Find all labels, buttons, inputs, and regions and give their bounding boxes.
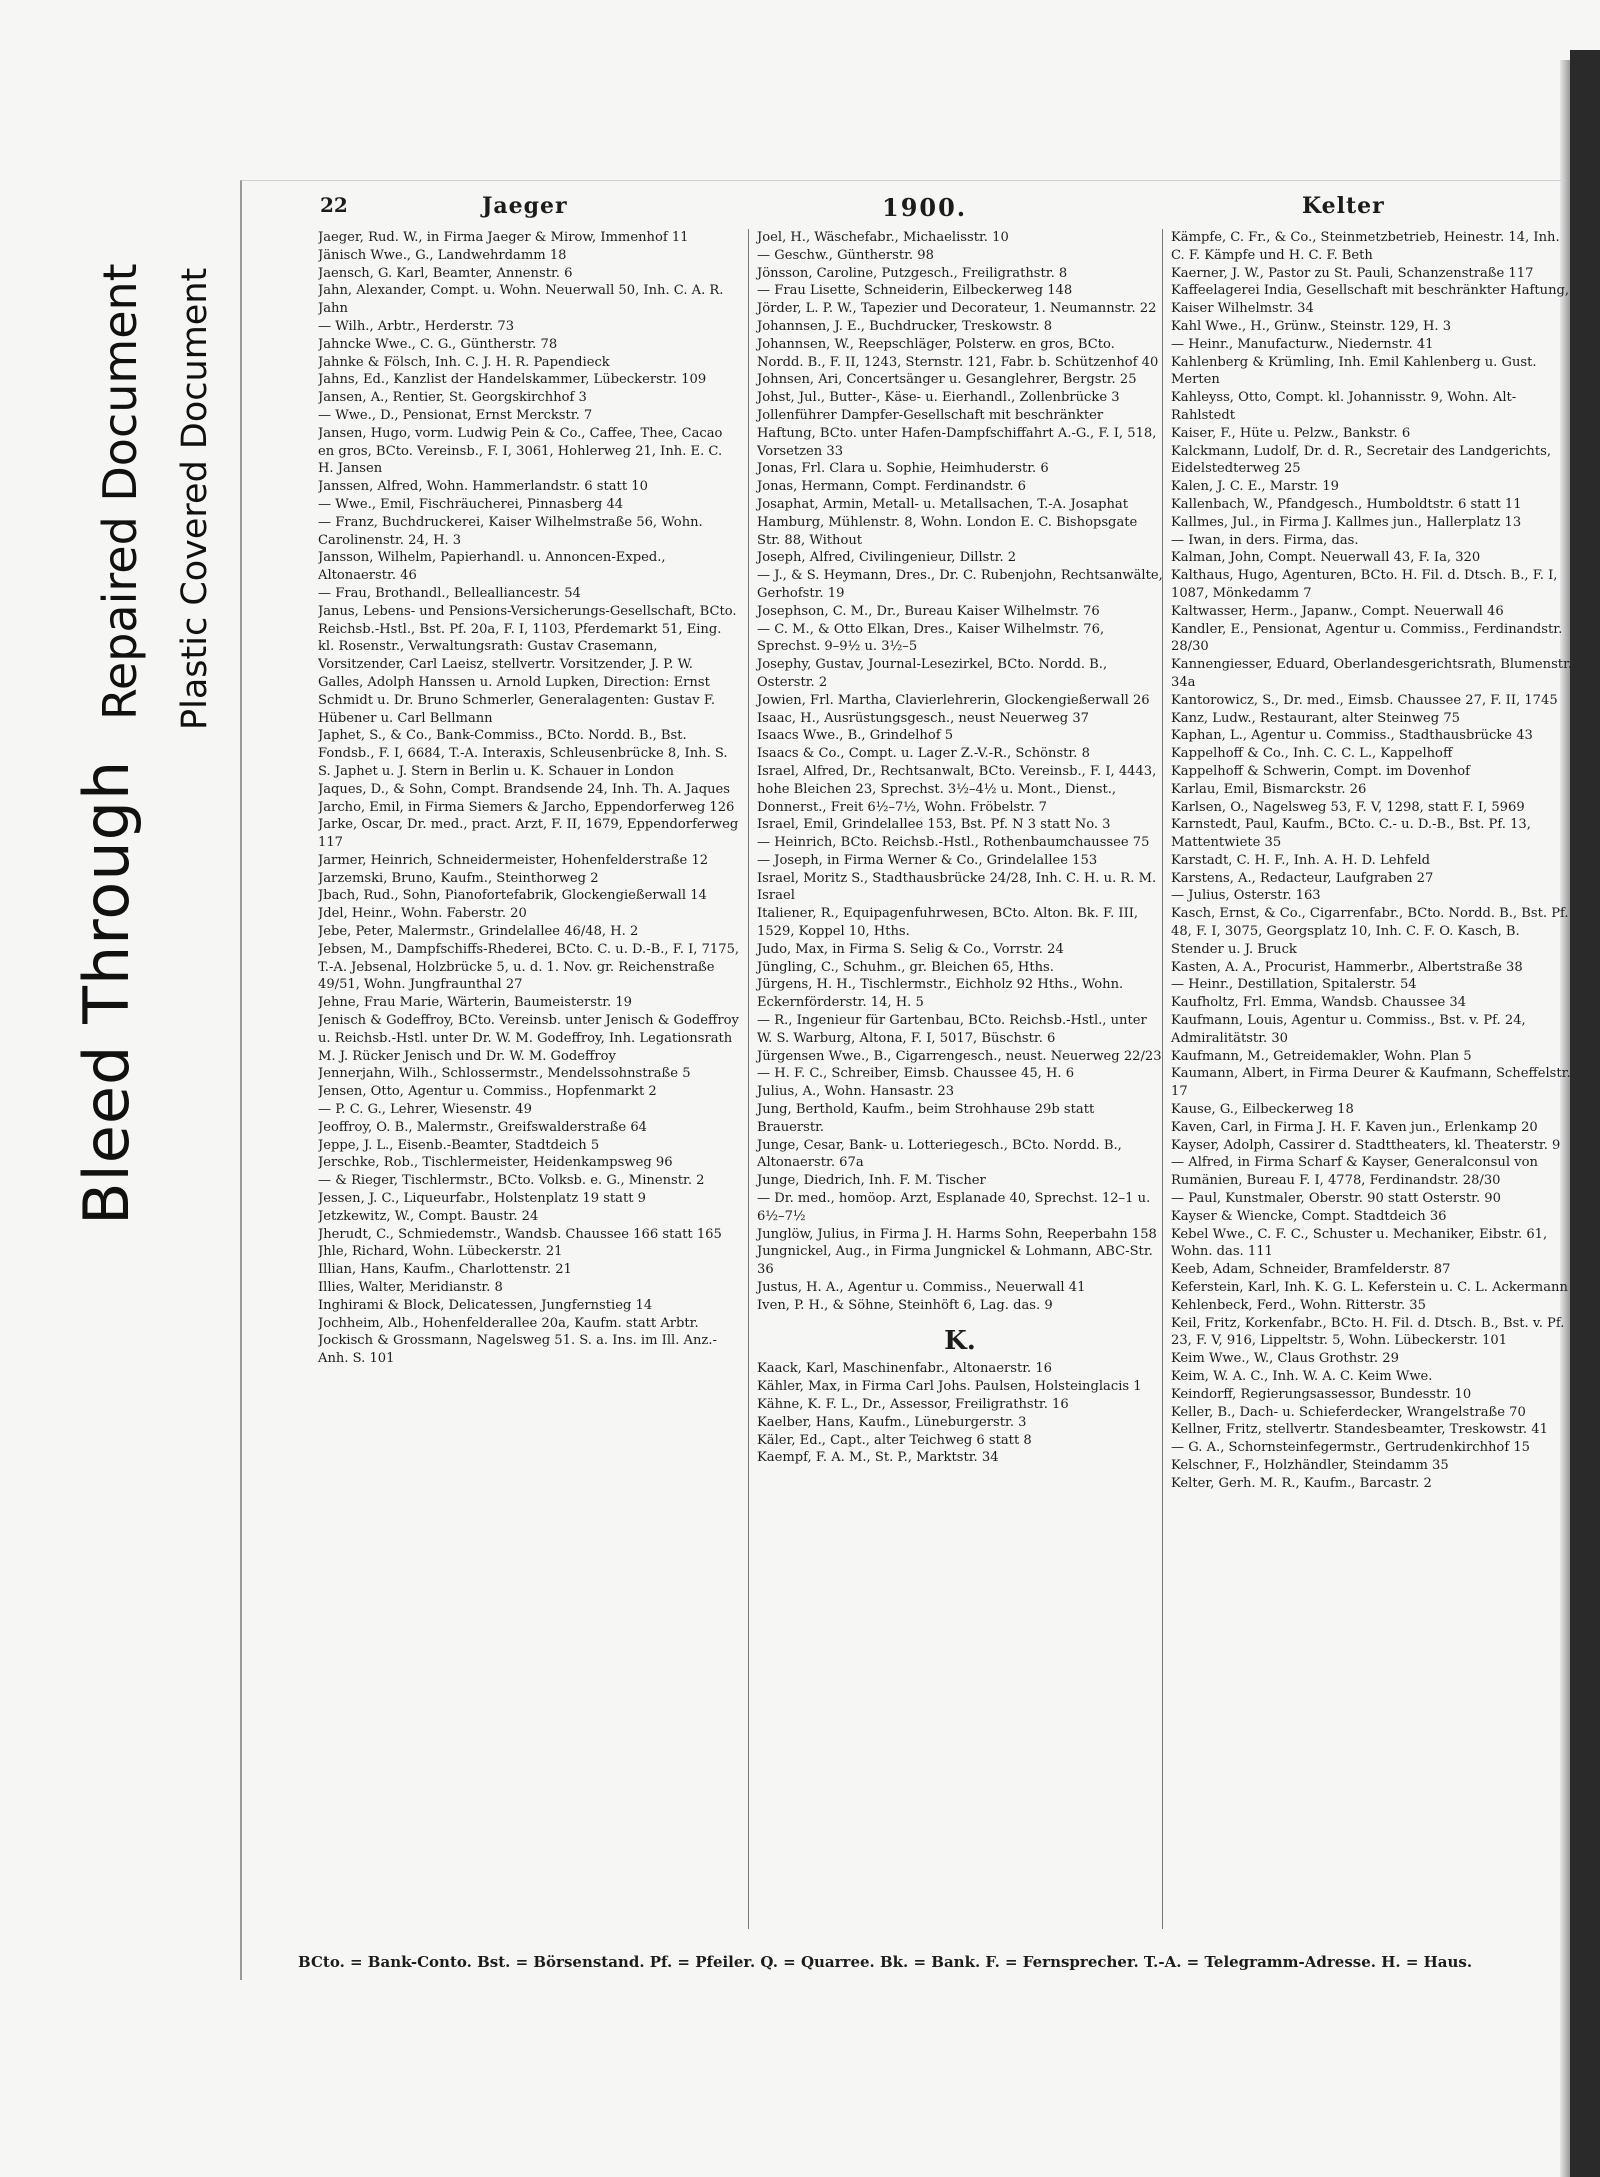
directory-entry: Keim, W. A. C., Inh. W. A. C. Keim Wwe. (1171, 1369, 1433, 1384)
directory-entry: — P. C. G., Lehrer, Wiesenstr. 49 (318, 1102, 532, 1118)
directory-entry: Kalthaus, Hugo, Agenturen, BCto. H. Fil. d. Dtsch. B., F. I, 1087, Mönkedamm 7 (1171, 568, 1558, 601)
directory-entry: Kantorowicz, S., Dr. med., Eimsb. Chaussee 27, F. II, 1745 (1171, 692, 1558, 708)
directory-entry: Kelschner, F., Holzhändler, Steindamm 35 (1171, 1457, 1449, 1473)
directory-entry: Jollenführer Dampfer-Gesellschaft mit beschränkter Haftung, BCto. unter Hafen-Dampfschiffahrt A.-G., F. I, 518, Vorsetzen 33 (757, 407, 1157, 459)
directory-entry: Keil, Fritz, Korkenfabr., BCto. H. Fil. d. Dtsch. B., Bst. v. Pf. 23, F. V, 916, Lippeltstr. 5, Wohn. Lübeckerstr. 101 (1171, 1315, 1565, 1349)
directory-entry: — Frau, Brothandl., Bellealliancestr. 54 (318, 585, 581, 601)
directory-entry: Israel, Moritz S., Stadthausbrücke 24/28, Inh. C. H. u. R. M. Israel (757, 870, 1157, 904)
directory-entry: — R., Ingenieur für Gartenbau, BCto. Reichsb.-Hstl., unter W. S. Warburg, Altona, F. I, 5017, Büschstr. 6 (757, 1013, 1147, 1046)
directory-entry: Kannengiesser, Eduard, Oberlandesgerichtsrath, Blumenstr. 34a (1171, 657, 1573, 690)
directory-entry: Kallenbach, W., Pfandgesch., Humboldtstr. 6 statt 11 (1171, 496, 1522, 512)
directory-entry: Justus, H. A., Agentur u. Commiss., Neuerwall 41 (757, 1280, 1086, 1296)
directory-entry: Joel, H., Wäschefabr., Michaelisstr. 10 (757, 230, 1009, 245)
directory-entry: Karlsen, O., Nagelsweg 53, F. V, 1298, statt F. I, 5969 (1171, 799, 1525, 815)
directory-entry: Jbach, Rud., Sohn, Pianofortefabrik, Glockengießerwall 14 (318, 888, 707, 904)
directory-entry: Jahncke Wwe., C. G., Güntherstr. 78 (318, 336, 558, 352)
directory-entry: Junglöw, Julius, in Firma J. H. Harms Sohn, Reeperbahn 158 (757, 1226, 1157, 1242)
directory-entry: Jaensch, G. Karl, Beamter, Annenstr. 6 (318, 265, 573, 281)
directory-entry: Jensen, Otto, Agentur u. Commiss., Hopfenmarkt 2 (318, 1084, 657, 1100)
directory-entry: Kaempf, F. A. M., St. P., Marktstr. 34 (757, 1450, 999, 1466)
directory-entry: Karstadt, C. H. F., Inh. A. H. D. Lehfeld (1171, 852, 1431, 868)
directory-entry: Jonas, Frl. Clara u. Sophie, Heimhuderstr. 6 (757, 461, 1049, 477)
directory-entry: Jung, Berthold, Kaufm., beim Strohhause 29b statt Brauerstr. (757, 1102, 1095, 1135)
directory-entry: Kaufholtz, Frl. Emma, Wandsb. Chaussee 34 (1171, 995, 1467, 1011)
directory-entry: Jenisch & Godeffroy, BCto. Vereinsb. unter Jenisch & Godeffroy u. Reichsb.-Hstl. unter Dr. W. M. Godeffroy, Inh. Legationsrath M. J. Rücker Jenisch und Dr. W. M. Godeffroy (318, 1013, 739, 1064)
directory-entry: Kaffeelagerei India, Gesellschaft mit beschränkter Haftung, Kaiser Wilhelmstr. 34 (1171, 283, 1570, 317)
directory-entry: Illian, Hans, Kaufm., Charlottenstr. 21 (318, 1262, 572, 1278)
directory-entry: Johannsen, W., Reepschläger, Polsterw. en gros, BCto. Nordd. B., F. II, 1243, Sternstr. 121, Fabr. b. Schützenhof 40 (757, 336, 1159, 370)
column-1 (318, 229, 740, 1929)
directory-entry: Kayser & Wiencke, Compt. Stadtdeich 36 (1171, 1208, 1447, 1224)
directory-entry: Keeb, Adam, Schneider, Bramfelderstr. 87 (1171, 1262, 1451, 1278)
directory-entry: Kaerner, J. W., Pastor zu St. Pauli, Schanzenstraße 117 (1171, 265, 1534, 281)
directory-entry: Isaacs Wwe., B., Grindelhof 5 (757, 728, 954, 744)
directory-entry: Kaumann, Albert, in Firma Deurer & Kaufmann, Scheffelstr. 17 (1171, 1066, 1571, 1100)
directory-entry: Jarzemski, Bruno, Kaufm., Steinthorweg 2 (318, 870, 599, 886)
directory-entry: Karlau, Emil, Bismarckstr. 26 (1171, 781, 1367, 797)
label-repaired-document: Repaired Document (93, 263, 147, 720)
directory-entry: Kandler, E., Pensionat, Agentur u. Commiss., Ferdinandstr. 28/30 (1171, 621, 1563, 655)
directory-entry: Jürgens, H. H., Tischlermstr., Eichholz 92 Hths., Wohn. Eckernförderstr. 14, H. 5 (757, 977, 1124, 1011)
label-bleed-through: Bleed Through (70, 759, 143, 1225)
section-letter: K. (944, 1325, 976, 1356)
directory-entry: Jüngling, C., Schuhm., gr. Bleichen 65, Hths. (757, 959, 1054, 975)
directory-entry: Johnsen, Ari, Concertsänger u. Gesanglehrer, Bergstr. 25 (757, 372, 1137, 388)
directory-entry: — Julius, Osterstr. 163 (1171, 888, 1321, 904)
directory-entry: Jahnke & Fölsch, Inh. C. J. H. R. Papendieck (318, 354, 610, 370)
directory-entry: Kalman, John, Compt. Neuerwall 43, F. Ia, 320 (1171, 550, 1481, 566)
directory-entry: Iven, P. H., & Söhne, Steinhöft 6, Lag. das. 9 (757, 1297, 1053, 1313)
directory-entry: Jahns, Ed., Kanzlist der Handelskammer, Lübeckerstr. 109 (318, 372, 707, 388)
abbreviations-footer: BCto. = Bank-Conto. Bst. = Börsenstand. Pf. = Pfeiler. Q. = Quarree. Bk. = Bank. F. = Fernsprecher. T.-A. = Telegramm-Adresse. H. = Haus. (298, 1953, 1473, 1971)
directory-entry: — Heinrich, BCto. Reichsb.-Hstl., Rothenbaumchaussee 75 (757, 835, 1150, 851)
directory-entry: Kallmes, Jul., in Firma J. Kallmes jun., Hallerplatz 13 (1171, 514, 1522, 530)
directory-entry: Jochheim, Alb., Hohenfelderallee 20a, Kaufm. statt Arbtr. (318, 1315, 699, 1331)
directory-entry: — Heinr., Destillation, Spitalerstr. 54 (1171, 977, 1417, 993)
directory-entry: Jarke, Oscar, Dr. med., pract. Arzt, F. II, 1679, Eppendorferweg 117 (318, 817, 739, 851)
column-2 (748, 229, 1163, 1929)
directory-entry: Jaeger, Rud. W., in Firma Jaeger & Mirow, Immenhof 11 (318, 230, 689, 245)
directory-entry: Kause, G., Eilbeckerweg 18 (1171, 1102, 1354, 1118)
directory-entry: Josaphat, Armin, Metall- u. Metallsachen, T.-A. Josaphat Hamburg, Mühlenstr. 8, Wohn. London E. C. Bishopsgate Str. 88, Without (757, 496, 1138, 548)
side-labels (0, 0, 240, 2177)
directory-entry: Kappelhoff & Schwerin, Compt. im Dovenhof (1171, 763, 1470, 779)
directory-entry: Kasten, A. A., Procurist, Hammerbr., Albertstraße 38 (1171, 959, 1523, 975)
directory-entry: Jeoffroy, O. B., Malermstr., Greifswalderstraße 64 (318, 1119, 647, 1135)
directory-entry: Kahleyss, Otto, Compt. kl. Johannisstr. 9, Wohn. Alt-Rahlstedt (1171, 390, 1517, 423)
directory-entry: Jherudt, C., Schmiedemstr., Wandsb. Chaussee 166 statt 165 (318, 1226, 722, 1242)
directory-entry: Jänisch Wwe., G., Landwehrdamm 18 (318, 247, 567, 263)
directory-entry: Jonas, Hermann, Compt. Ferdinandstr. 6 (757, 479, 1026, 495)
directory-entry: Kähne, K. F. L., Dr., Assessor, Freiligrathstr. 16 (757, 1397, 1069, 1412)
directory-entry: Kaltwasser, Herm., Japanw., Compt. Neuerwall 46 (1171, 603, 1504, 619)
directory-entry: Kaufmann, Louis, Agentur u. Commiss., Bst. v. Pf. 24, Admiralitätstr. 30 (1171, 1013, 1526, 1046)
header-first-entry: Jaeger (482, 193, 568, 219)
directory-entry: Jürgensen Wwe., B., Cigarrengesch., neust. Neuerweg 22/23 (757, 1048, 1162, 1064)
directory-entry: Kelter, Gerh. M. R., Kaufm., Barcastr. 2 (1171, 1475, 1432, 1491)
column-3 (1162, 229, 1576, 1929)
directory-entry: Janssen, Alfred, Wohn. Hammerlandstr. 6 statt 10 (318, 479, 648, 495)
directory-entry: Jebe, Peter, Malermstr., Grindelallee 46/48, H. 2 (318, 924, 639, 940)
directory-entry: Kaiser, F., Hüte u. Pelzw., Bankstr. 6 (1171, 425, 1411, 441)
directory-entry: — Wwe., D., Pensionat, Ernst Merckstr. 7 (318, 407, 593, 423)
directory-entry: Keindorff, Regierungsassessor, Bundesstr. 10 (1171, 1386, 1472, 1402)
directory-entry: Jetzkewitz, W., Compt. Baustr. 24 (318, 1208, 539, 1224)
directory-entry: — Joseph, in Firma Werner & Co., Grindelallee 153 (757, 852, 1098, 868)
directory-entry: Kanz, Ludw., Restaurant, alter Steinweg 75 (1171, 710, 1460, 726)
header-year: 1900. (882, 193, 968, 222)
directory-entry: Italiener, R., Equipagenfuhrwesen, BCto. Alton. Bk. F. III, 1529, Koppel 10, Hths. (757, 906, 1139, 940)
directory-entry: Karstens, A., Redacteur, Laufgraben 27 (1171, 870, 1434, 886)
header-last-entry: Kelter (1302, 193, 1385, 219)
directory-entry: Junge, Diedrich, Inh. F. M. Tischer (757, 1173, 986, 1189)
directory-entry: Judo, Max, in Firma S. Selig & Co., Vorrstr. 24 (757, 941, 1064, 957)
directory-entry: Jungnickel, Aug., in Firma Jungnickel & Lohmann, ABC-Str. 36 (757, 1244, 1153, 1278)
directory-entry: Johst, Jul., Butter-, Käse- u. Eierhandl., Zollenbrücke 3 (757, 390, 1120, 406)
directory-entry: — Frau Lisette, Schneiderin, Eilbeckerweg 148 (757, 283, 1073, 299)
directory-entry: Inghirami & Block, Delicatessen, Jungfernstieg 14 (318, 1297, 653, 1313)
label-plastic-covered-document: Plastic Covered Document (175, 267, 215, 730)
directory-entry: Kaphan, L., Agentur u. Commiss., Stadthausbrücke 43 (1171, 728, 1533, 744)
directory-entry: — Dr. med., homöop. Arzt, Esplanade 40, Sprechst. 12–1 u. 6½–7½ (757, 1191, 1151, 1224)
directory-entry: Illies, Walter, Meridianstr. 8 (318, 1280, 503, 1296)
directory-entry: Josephson, C. M., Dr., Bureau Kaiser Wilhelmstr. 76 (757, 603, 1100, 619)
directory-entry: Jahn, Alexander, Compt. u. Wohn. Neuerwall 50, Inh. C. A. R. Jahn (318, 283, 724, 317)
directory-page (240, 180, 1573, 1980)
directory-entry: Kahlenberg & Krümling, Inh. Emil Kahlenberg u. Gust. Merten (1171, 354, 1537, 388)
directory-entry: Kämpfe, C. Fr., & Co., Steinmetzbetrieb, Heinestr. 14, Inh. C. F. Kämpfe und H. C. F. Beth (1171, 230, 1560, 263)
directory-entry: — Wilh., Arbtr., Herderstr. 73 (318, 318, 515, 334)
directory-entry: Jdel, Heinr., Wohn. Faberstr. 20 (318, 906, 527, 922)
directory-entry: Kaack, Karl, Maschinenfabr., Altonaerstr. 16 (757, 1361, 1053, 1377)
page-number: 22 (320, 193, 348, 217)
directory-entry: Kaven, Carl, in Firma J. H. F. Kaven jun., Erlenkamp 20 (1171, 1119, 1538, 1135)
directory-entry: — Franz, Buchdruckerei, Kaiser Wilhelmstraße 56, Wohn. Carolinenstr. 24, H. 3 (318, 514, 703, 548)
directory-entry: Jansson, Wilhelm, Papierhandl. u. Annoncen-Exped., Altonaerstr. 46 (318, 550, 666, 584)
directory-entry: — Geschw., Güntherstr. 98 (757, 247, 934, 263)
directory-entry: Jowien, Frl. Martha, Clavierlehrerin, Glockengießerwall 26 (757, 692, 1150, 708)
directory-entry: — Heinr., Manufacturw., Niedernstr. 41 (1171, 336, 1434, 352)
directory-entry: Kahl Wwe., H., Grünw., Steinstr. 129, H. 3 (1171, 318, 1452, 334)
directory-entry: Kaufmann, M., Getreidemakler, Wohn. Plan 5 (1171, 1048, 1472, 1064)
directory-entry: — G. A., Schornsteinfegermstr., Gertrudenkirchhof 15 (1171, 1440, 1530, 1456)
directory-entry: Jeppe, J. L., Eisenb.-Beamter, Stadtdeich 5 (318, 1137, 600, 1153)
directory-entry: Israel, Emil, Grindelallee 153, Bst. Pf. N 3 statt No. 3 (757, 817, 1111, 833)
directory-entry: Joseph, Alfred, Civilingenieur, Dillstr. 2 (757, 550, 1017, 566)
directory-entry: — & Rieger, Tischlermstr., BCto. Volksb. e. G., Minenstr. 2 (318, 1173, 705, 1189)
directory-entry: Jerschke, Rob., Tischlermeister, Heidenkampsweg 96 (318, 1155, 673, 1171)
directory-entry: Jennerjahn, Wilh., Schlossermstr., Mendelssohnstraße 5 (318, 1066, 691, 1082)
directory-entry: Jaques, D., & Sohn, Compt. Brandsende 24, Inh. Th. A. Jaques (318, 781, 730, 797)
directory-entry: Julius, A., Wohn. Hansastr. 23 (757, 1084, 955, 1100)
directory-entry: Kellner, Fritz, stellvertr. Standesbeamter, Treskowstr. 41 (1171, 1422, 1548, 1438)
directory-entry: — Paul, Kunstmaler, Oberstr. 90 statt Osterstr. 90 (1171, 1191, 1501, 1207)
directory-entry: Jebsen, M., Dampfschiffs-Rhederei, BCto. C. u. D.-B., F. I, 7175, T.-A. Jebsenal, Holzbrücke 5, u. d. 1. Nov. gr. Reichenstraße 49/51, Wohn. Jungfraunthal 27 (318, 941, 740, 993)
directory-entry: Jehne, Frau Marie, Wärterin, Baumeisterstr. 19 (318, 995, 633, 1011)
directory-entry: Josephy, Gustav, Journal-Lesezirkel, BCto. Nordd. B., Osterstr. 2 (757, 657, 1108, 690)
directory-entry: Kehlenbeck, Ferd., Wohn. Ritterstr. 35 (1171, 1297, 1426, 1313)
directory-entry: Keim Wwe., W., Claus Grothstr. 29 (1171, 1351, 1399, 1367)
directory-entry: Isaac, H., Ausrüstungsgesch., neust Neuerweg 37 (757, 710, 1089, 726)
directory-entry: Israel, Alfred, Dr., Rechtsanwalt, BCto. Vereinsb., F. I, 4443, hohe Bleichen 23, Sprechst. 3½–4½ u. Mont., Dienst., Donnerst., Freit 6½–7½, Wohn. Fröbelstr. 7 (757, 763, 1157, 815)
directory-entry: — Iwan, in ders. Firma, das. (1171, 532, 1359, 548)
directory-entry: Kalen, J. C. E., Marstr. 19 (1171, 479, 1340, 495)
directory-entry: Junge, Cesar, Bank- u. Lotteriegesch., BCto. Nordd. B., Altonaerstr. 67a (757, 1137, 1122, 1171)
directory-entry: Kayser, Adolph, Cassirer d. Stadttheaters, kl. Theaterstr. 9 (1171, 1137, 1561, 1153)
directory-entry: Kasch, Ernst, & Co., Cigarrenfabr., BCto. Nordd. B., Bst. Pf. 48, F. I, 3075, Georgsplatz 10, Inh. C. F. O. Kasch, B. Stender u. J. Bruck (1171, 906, 1569, 957)
directory-entry: Kähler, Max, in Firma Carl Johs. Paulsen, Holsteinglacis 1 (757, 1379, 1142, 1395)
directory-entry: Janus, Lebens- und Pensions-Versicherungs-Gesellschaft, BCto. Reichsb.-Hstl., Bst. Pf. 20a, F. I, 1103, Pferdemarkt 51, Eing. kl. Rosenstr., Verwaltungsrath: Gustav Crasemann, Vorsitzender, Carl Laeisz, stellvertr. Vorsitzender, J. P. W. Galles, Adolph Hanssen u. Arnold Lupken, Direction: Ernst Schmidt u. Dr. Bruno Schmerler, Generalagenten: Gustav F. Hübener u. Carl Bellmann (318, 603, 737, 726)
directory-entry: Kebel Wwe., C. F. C., Schuster u. Mechaniker, Eibstr. 61, Wohn. das. 111 (1171, 1226, 1548, 1260)
directory-entry: Jönsson, Caroline, Putzgesch., Freiligrathstr. 8 (757, 265, 1068, 281)
directory-entry: Jhle, Richard, Wohn. Lübeckerstr. 21 (318, 1244, 563, 1260)
directory-entry: Jockisch & Grossmann, Nagelsweg 51. S. a. Ins. im Ill. Anz.-Anh. S. 101 (318, 1333, 717, 1367)
directory-entry: Japhet, S., & Co., Bank-Commiss., BCto. Nordd. B., Bst. Fondsb., F. I, 6684, T.-A. Interaxis, Schleusenbrücke 8, Inh. S. S. Japhet u. J. Stern in Berlin u. K. Schauer in London (318, 728, 728, 779)
directory-entry: Kappelhoff & Co., Inh. C. C. L., Kappelhoff (1171, 746, 1453, 762)
directory-entry: Kaelber, Hans, Kaufm., Lüneburgerstr. 3 (757, 1414, 1027, 1430)
directory-entry: Jessen, J. C., Liqueurfabr., Holstenplatz 19 statt 9 (318, 1191, 646, 1207)
page-header (242, 181, 1552, 231)
directory-entry: — Wwe., Emil, Fischräucherei, Pinnasberg 44 (318, 496, 624, 512)
directory-entry: Jansen, Hugo, vorm. Ludwig Pein & Co., Caffee, Thee, Cacao en gros, BCto. Vereinsb., F. I, 3061, Hohlerweg 21, Inh. E. C. H. Jansen (318, 425, 723, 477)
directory-entry: Johannsen, J. E., Buchdrucker, Treskowstr. 8 (757, 318, 1053, 334)
directory-entry: Karnstedt, Paul, Kaufm., BCto. C.- u. D.-B., Bst. Pf. 13, Mattentwiete 35 (1171, 817, 1531, 851)
directory-entry: Jansen, A., Rentier, St. Georgskirchhof 3 (318, 390, 587, 406)
directory-entry: Isaacs & Co., Compt. u. Lager Z.-V.-R., Schönstr. 8 (757, 746, 1090, 762)
directory-entry: Käler, Ed., Capt., alter Teichweg 6 statt 8 (757, 1432, 1032, 1448)
directory-entry: — H. F. C., Schreiber, Eimsb. Chaussee 45, H. 6 (757, 1066, 1075, 1082)
directory-entry: — Alfred, in Firma Scharf & Kayser, Generalconsul von Rumänien, Bureau F. I, 4778, Ferdinandstr. 28/30 (1171, 1155, 1538, 1189)
directory-entry: Jörder, L. P. W., Tapezier und Decorateur, 1. Neumannstr. 22 (757, 301, 1157, 317)
directory-entry: Jarmer, Heinrich, Schneidermeister, Hohenfelderstraße 12 (318, 852, 709, 868)
directory-entry: Keferstein, Karl, Inh. K. G. L. Keferstein u. C. L. Ackermann (1171, 1280, 1568, 1296)
directory-entry: — C. M., & Otto Elkan, Dres., Kaiser Wilhelmstr. 76, Sprechst. 9–9½ u. 3½–5 (757, 621, 1105, 655)
directory-entry: Jarcho, Emil, in Firma Siemers & Jarcho, Eppendorferweg 126 (318, 799, 735, 815)
directory-entry: Keller, B., Dach- u. Schieferdecker, Wrangelstraße 70 (1171, 1404, 1526, 1420)
directory-entry: Kalckmann, Ludolf, Dr. d. R., Secretair des Landgerichts, Eidelstedterweg 25 (1171, 443, 1551, 477)
directory-entry: — J., & S. Heymann, Dres., Dr. C. Rubenjohn, Rechtsanwälte, Gerhofstr. 19 (757, 568, 1163, 601)
